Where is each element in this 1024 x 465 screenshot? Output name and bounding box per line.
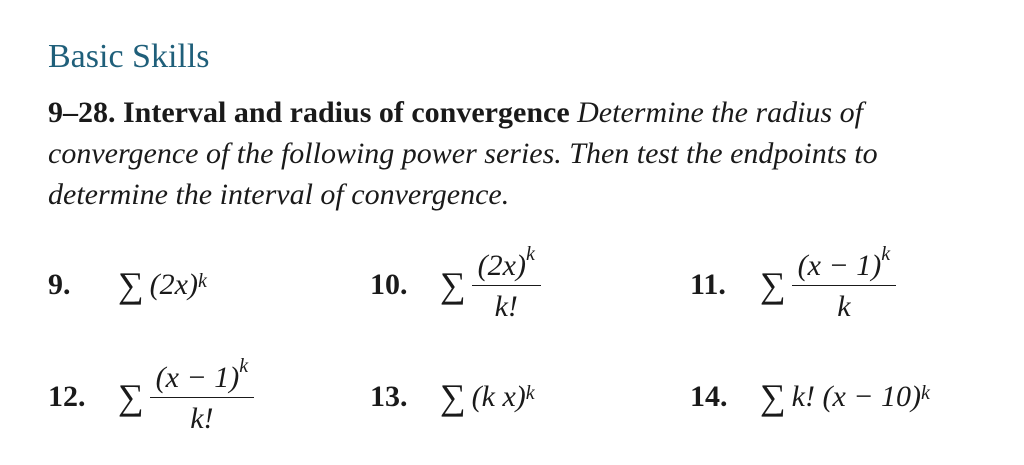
numerator <box>472 242 541 286</box>
series-term: (k x) <box>471 380 526 413</box>
instruction-text: Determine the radius of convergence of the following power series. Then test the endpoints to determine the interval of convergence. <box>48 96 878 211</box>
sigma-symbol: ∑ <box>760 265 786 305</box>
problem-10 <box>370 242 541 323</box>
problem-number: 11. <box>690 268 726 301</box>
sigma-symbol: ∑ <box>118 265 144 305</box>
topic-title: Interval and radius of convergence <box>123 96 570 129</box>
exponent: k <box>921 381 930 404</box>
series-expression <box>760 379 930 415</box>
problem-number: 9. <box>48 268 71 301</box>
series-term: (2x) <box>149 268 198 301</box>
denominator: k! <box>190 401 214 435</box>
problem-12 <box>48 354 254 435</box>
series-term: k! (x − 10) <box>791 380 922 413</box>
series-expression <box>440 379 535 415</box>
numerator-term: (2x) <box>477 248 526 282</box>
problem-14 <box>690 362 930 432</box>
series-expression <box>118 354 254 436</box>
sigma-symbol: ∑ <box>118 377 144 417</box>
instruction-paragraph <box>48 92 988 215</box>
problem-13 <box>370 362 535 432</box>
series-expression <box>440 242 541 324</box>
problem-range: 9–28. <box>48 96 116 129</box>
fraction <box>792 242 896 324</box>
problem-number: 10. <box>370 268 408 301</box>
series-expression <box>760 242 896 324</box>
denominator: k <box>837 289 851 323</box>
problem-11 <box>690 242 896 323</box>
problem-number: 14. <box>690 380 728 413</box>
exponent: k <box>197 269 207 292</box>
sigma-symbol: ∑ <box>440 377 466 417</box>
sigma-symbol: ∑ <box>760 377 786 417</box>
numerator <box>150 354 254 398</box>
problem-9 <box>48 250 207 320</box>
fraction <box>472 242 541 324</box>
problem-number: 12. <box>48 380 86 413</box>
denominator: k! <box>494 289 518 323</box>
numerator-term: (x − 1) <box>797 248 882 282</box>
numerator-term: (x − 1) <box>155 360 240 394</box>
section-heading: Basic Skills <box>48 38 210 75</box>
problem-number: 13. <box>370 380 408 413</box>
sigma-symbol: ∑ <box>440 265 466 305</box>
exponent: k <box>239 354 249 377</box>
exponent: k <box>525 242 535 265</box>
exponent: k <box>525 381 535 404</box>
fraction <box>150 354 254 436</box>
numerator <box>792 242 896 286</box>
exponent: k <box>881 242 891 265</box>
series-expression <box>118 267 207 303</box>
